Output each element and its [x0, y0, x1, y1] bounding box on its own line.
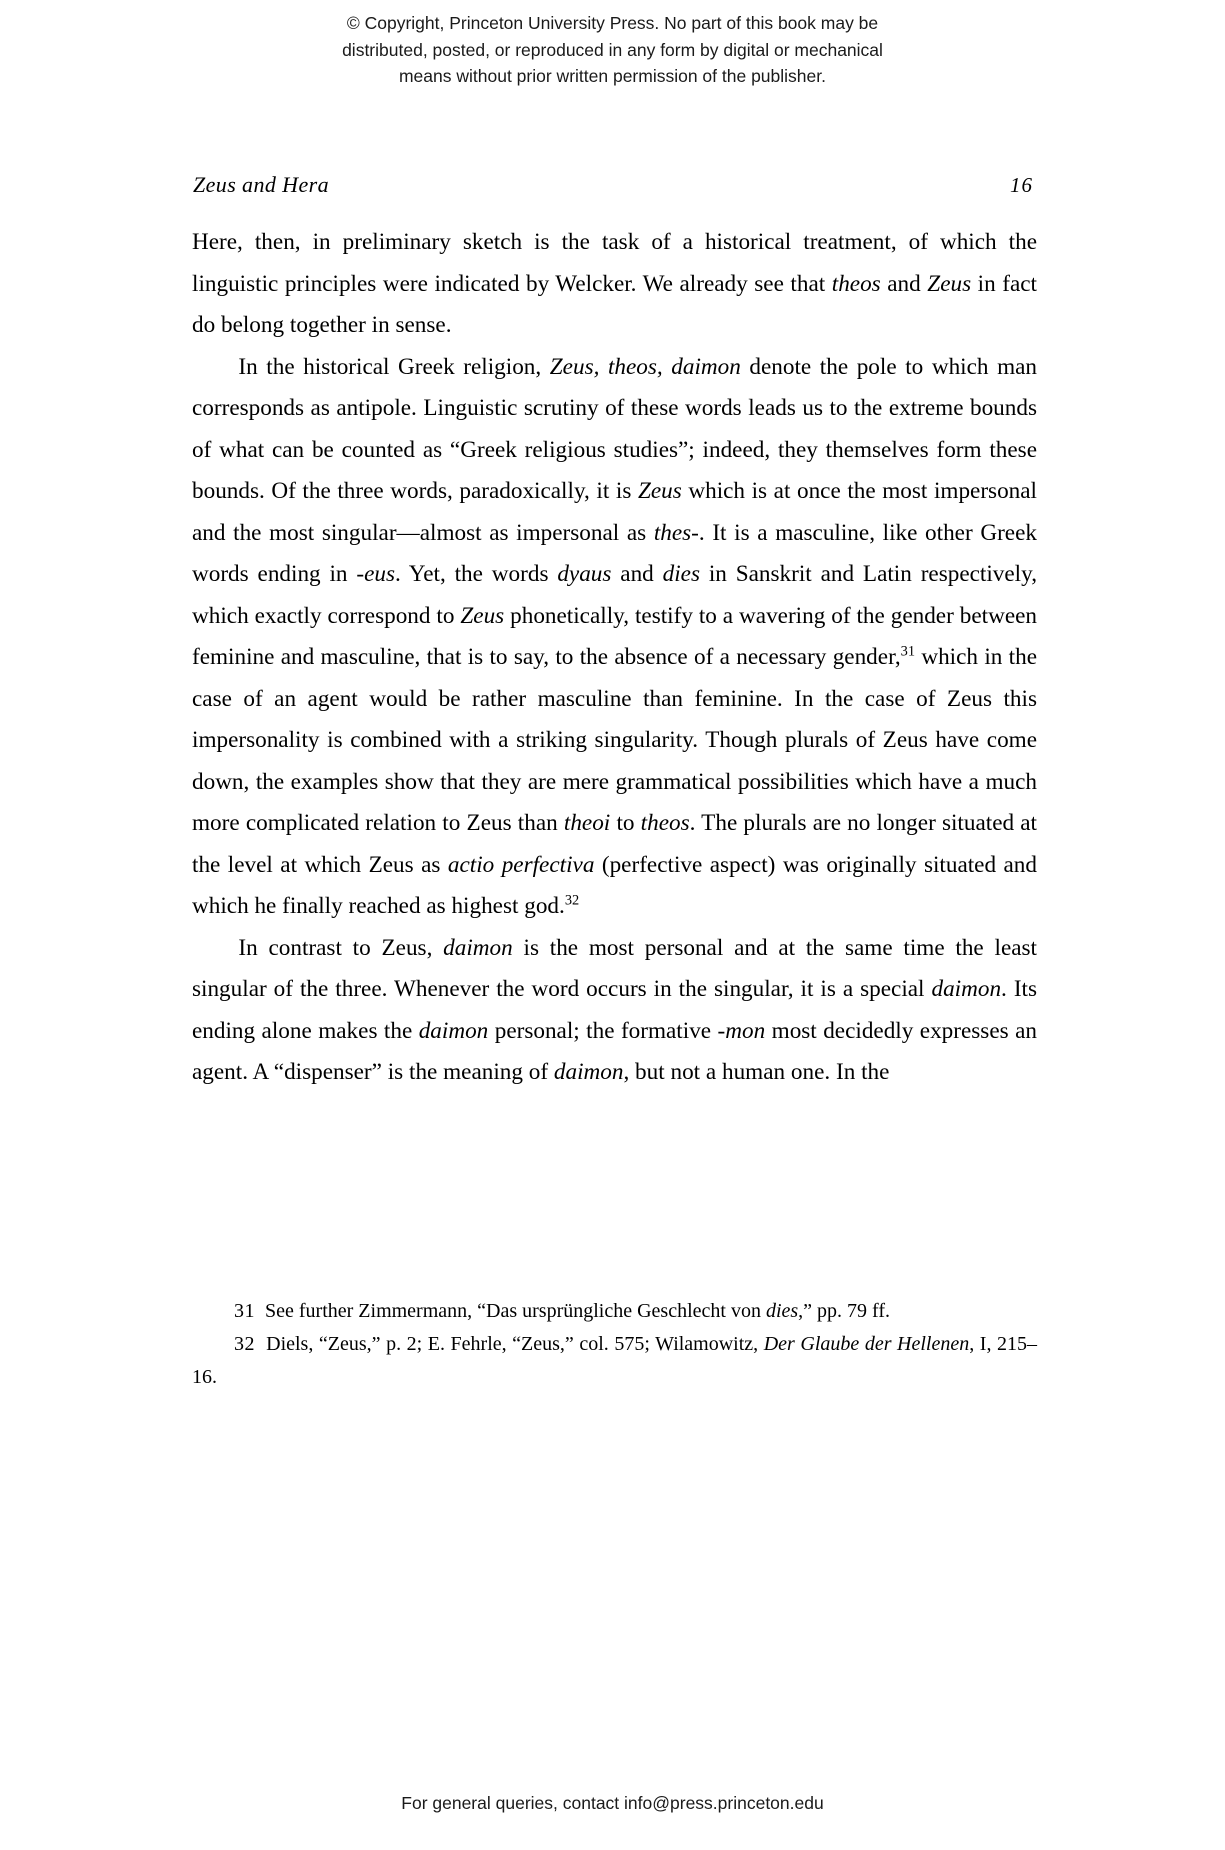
p2-seg12: (perfective aspect) was originally situated and which he finally reached as highest god. [192, 851, 1037, 919]
p2-seg4: . It is a masculine, like other Greek words ending in [192, 519, 1037, 587]
body-text [192, 222, 1037, 1094]
p2-it5: dyaus [557, 561, 612, 587]
page-footer [0, 1793, 1225, 1814]
footnote-32-seg1: Diels, “Zeus,” p. 2; E. Fehrle, “Zeus,” col. 575; Wilamowitz, [266, 1333, 764, 1355]
footnote-31-seg2: ,” pp. 79 ff. [798, 1300, 891, 1322]
p2-it10: actio perfectiva [447, 851, 595, 878]
p1-seg2: and [880, 270, 928, 297]
paragraph-2 [192, 347, 1037, 928]
p3-seg1: In contrast to Zeus, [238, 934, 444, 961]
p3-it5: daimon [553, 1059, 624, 1085]
p2-seg11: . The plurals are no longer situated at the level at which Zeus as [192, 810, 1037, 878]
copyright-line-2: distributed, posted, or reproduced in any form by digital or mechanical [342, 39, 883, 60]
copyright-line-3: means without prior written permission of the publisher. [398, 66, 826, 87]
p2-it4: -eus [356, 561, 396, 587]
p2-it1: Zeus, theos, daimon [549, 353, 741, 380]
copyright-line-1: © Copyright, Princeton University Press. No part of this book may be [346, 13, 879, 33]
p2-seg7: in Sanskrit and Latin respectively, which exactly correspond to [192, 561, 1038, 629]
p2-it2: Zeus [637, 478, 682, 504]
p2-it3: thes- [653, 519, 699, 546]
p3-seg4: personal; the formative [488, 1017, 718, 1044]
p1-seg3: in fact do belong together in sense. [192, 270, 1037, 338]
running-head [193, 172, 1033, 198]
p1-it1: theos [831, 270, 881, 297]
p2-it9: theos [640, 810, 690, 836]
p3-it1: daimon [443, 934, 513, 961]
p2-it8: theoi [563, 810, 611, 836]
footnote-32 [192, 1328, 1037, 1394]
paragraph-3 [192, 928, 1037, 1094]
p3-seg2: is the most personal and at the same time the least singular of the three. Whenever the word occurs in the singular, it is a special [192, 934, 1037, 1002]
p2-seg5: . Yet, the words [395, 561, 558, 587]
p3-it4: -mon [717, 1017, 766, 1044]
footnote-31-it1: dies [765, 1300, 799, 1322]
running-head-title: Zeus and Hera [193, 172, 329, 197]
p1-it2: Zeus [927, 270, 972, 297]
p3-seg6: , but not a human one. In the [623, 1059, 890, 1085]
p2-it6: dies [662, 561, 700, 587]
p2-seg9: which in the case of an agent would be rather masculine than feminine. In the case of Zeus this impersonality is combined with a striking singularity. Though plurals of Zeus have come down, the examples show that they are mere grammatical possibilities which have a much more complicated relation to Zeus than [192, 644, 1037, 836]
p2-seg2: denote the pole to which man corresponds as antipole. Linguistic scrutiny of these words leads us to the extreme bounds of what can be counted as “Greek religious studies”; indeed, they themselves form these bounds. Of the three words, paradoxically, it is [192, 353, 1037, 504]
p2-seg8: phonetically, testify to a wavering of the gender between feminine and masculine, that is to say, to the absence of a necessary gender, [192, 602, 1037, 670]
p2-seg6: and [611, 561, 663, 587]
footnote-32-seg2: , I, 215–16. [192, 1333, 1038, 1388]
copyright-notice [0, 10, 1225, 90]
footnote-31-number: 31 [234, 1300, 255, 1322]
footnote-31-seg1: See further Zimmermann, “Das ursprüngliche Geschlecht von [265, 1300, 766, 1322]
paragraph-1 [192, 222, 1037, 347]
p3-it3: daimon [418, 1017, 489, 1044]
footnotes-section [192, 1295, 1037, 1394]
footnote-ref-31[interactable]: 31 [900, 643, 916, 660]
footnote-32-number: 32 [234, 1333, 255, 1355]
p3-seg5: most decidedly expresses an agent. A “dispenser” is the meaning of [192, 1017, 1037, 1085]
p1-seg1: Here, then, in preliminary sketch is the task of a historical treatment, of which the linguistic principles were indicated by Welcker. We already see that [192, 229, 1037, 297]
footer-contact-text: For general queries, contact info@press.princeton.edu [401, 1793, 824, 1813]
p2-seg10: to [610, 810, 641, 836]
footnote-ref-32[interactable]: 32 [564, 892, 580, 909]
footnote-31 [192, 1295, 1037, 1328]
page-number: 16 [1010, 173, 1033, 197]
p3-seg3: . Its ending alone makes the [192, 976, 1038, 1044]
p2-seg1: In the historical Greek religion, [238, 353, 550, 380]
footnote-32-it1: Der Glaube der Hellenen [763, 1333, 970, 1355]
p2-it7: Zeus [460, 602, 505, 629]
p3-it2: daimon [931, 976, 1002, 1002]
p2-seg3: which is at once the most impersonal and the most singular—almost as impersonal as [192, 478, 1037, 546]
